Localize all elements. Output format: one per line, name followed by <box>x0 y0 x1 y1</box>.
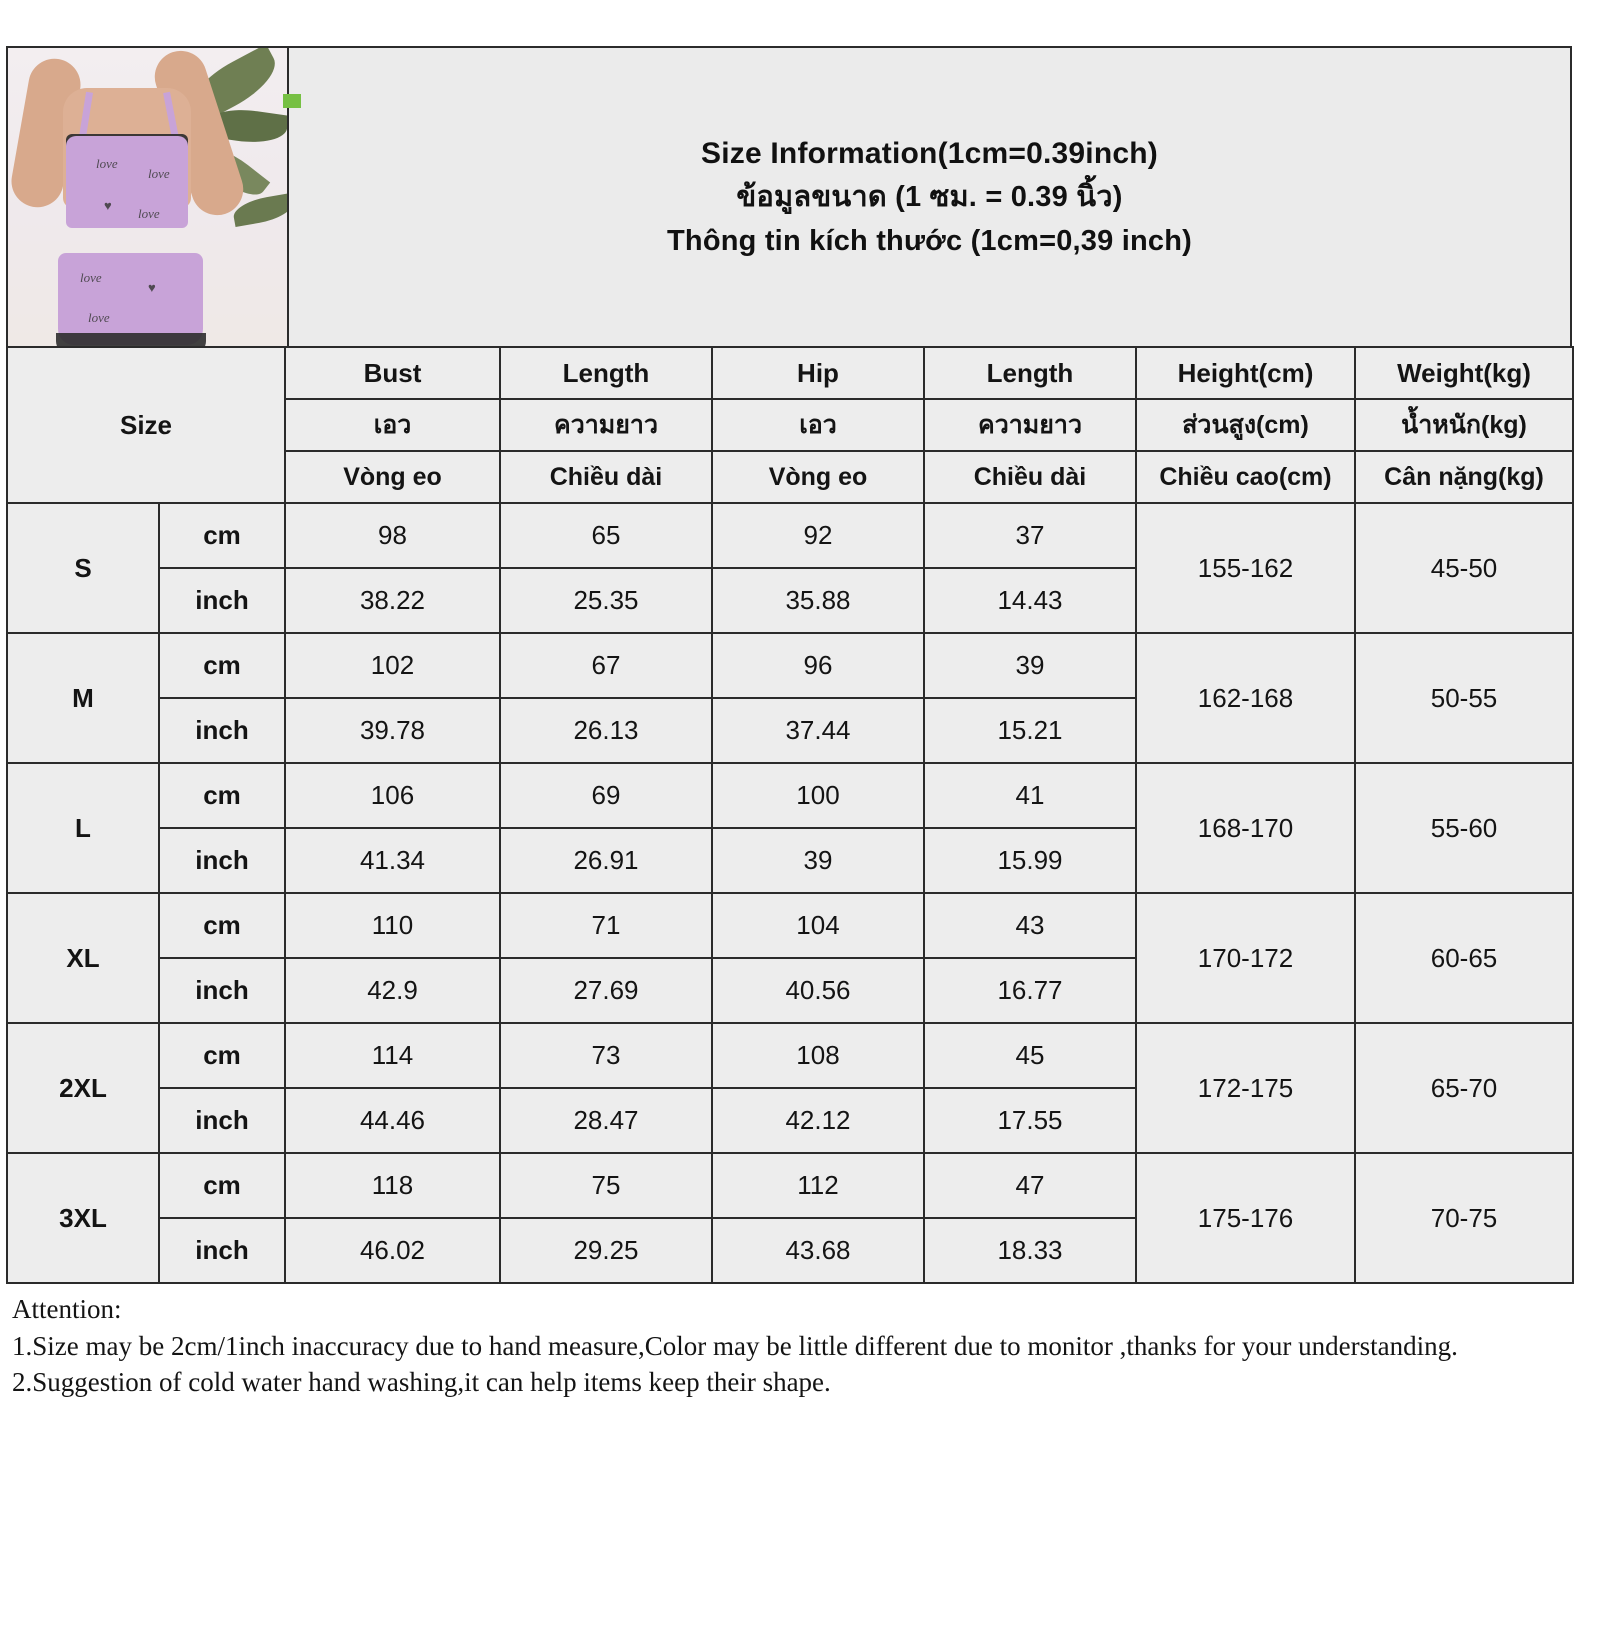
row-unit-cm: cm <box>159 893 285 958</box>
table-row <box>7 1153 1573 1218</box>
product-image-cell <box>8 48 289 346</box>
col-header-weight-en: Weight(kg) <box>1355 347 1573 399</box>
cell-hip-inch: 40.56 <box>712 958 924 1023</box>
cell-height: 175-176 <box>1136 1153 1355 1283</box>
cell-bust-inch: 39.78 <box>285 698 500 763</box>
col-header-weight-th: น้ำหนัก(kg) <box>1355 399 1573 451</box>
cell-length2-inch: 16.77 <box>924 958 1136 1023</box>
cell-length1-cm: 65 <box>500 503 712 568</box>
print-scribble: love <box>148 166 170 181</box>
table-row <box>7 633 1573 698</box>
cell-hip-cm: 96 <box>712 633 924 698</box>
cell-length1-cm: 71 <box>500 893 712 958</box>
size-corner-label: Size <box>7 347 285 503</box>
cell-weight: 60-65 <box>1355 893 1573 1023</box>
col-header-weight-vi: Cân nặng(kg) <box>1355 451 1573 503</box>
print-scribble: ♥ <box>104 198 112 213</box>
cell-weight: 65-70 <box>1355 1023 1573 1153</box>
row-unit-cm: cm <box>159 1023 285 1088</box>
cami-top <box>66 136 188 228</box>
cell-length2-inch: 15.21 <box>924 698 1136 763</box>
shorts-lace-trim <box>56 333 206 346</box>
col-header-hip-th: เอว <box>712 399 924 451</box>
col-header-hip-en: Hip <box>712 347 924 399</box>
cell-bust-inch: 46.02 <box>285 1218 500 1283</box>
row-unit-inch: inch <box>159 828 285 893</box>
col-header-length2-th: ความยาว <box>924 399 1136 451</box>
cell-hip-cm: 92 <box>712 503 924 568</box>
cell-length2-inch: 17.55 <box>924 1088 1136 1153</box>
attention-block <box>6 1284 1572 1400</box>
col-header-bust-en: Bust <box>285 347 500 399</box>
cell-hip-inch: 35.88 <box>712 568 924 633</box>
row-unit-inch: inch <box>159 1218 285 1283</box>
table-head <box>7 347 1573 503</box>
cell-height: 155-162 <box>1136 503 1355 633</box>
row-size-label: M <box>7 633 159 763</box>
cell-hip-cm: 112 <box>712 1153 924 1218</box>
table-row <box>7 1023 1573 1088</box>
print-scribble: love <box>96 156 118 171</box>
row-unit-cm: cm <box>159 633 285 698</box>
shorts <box>58 253 203 345</box>
row-unit-cm: cm <box>159 763 285 828</box>
cell-bust-cm: 110 <box>285 893 500 958</box>
cell-bust-inch: 41.34 <box>285 828 500 893</box>
table-row <box>7 763 1573 828</box>
cell-weight: 55-60 <box>1355 763 1573 893</box>
col-header-length2-vi: Chiều dài <box>924 451 1136 503</box>
print-scribble: love <box>80 270 102 285</box>
attention-line-2: 2.Suggestion of cold water hand washing,it can help items keep their shape. <box>12 1367 831 1398</box>
cell-length1-cm: 73 <box>500 1023 712 1088</box>
cell-bust-cm: 118 <box>285 1153 500 1218</box>
col-header-height-th: ส่วนสูง(cm) <box>1136 399 1355 451</box>
row-size-label: S <box>7 503 159 633</box>
cell-length2-inch: 18.33 <box>924 1218 1136 1283</box>
cell-hip-cm: 108 <box>712 1023 924 1088</box>
cell-height: 172-175 <box>1136 1023 1355 1153</box>
cell-hip-inch: 39 <box>712 828 924 893</box>
row-size-label: 2XL <box>7 1023 159 1153</box>
col-header-height-vi: Chiều cao(cm) <box>1136 451 1355 503</box>
table-row <box>7 503 1573 568</box>
row-size-label: XL <box>7 893 159 1023</box>
row-unit-inch: inch <box>159 698 285 763</box>
cell-length2-cm: 41 <box>924 763 1136 828</box>
size-table <box>6 346 1574 1284</box>
cell-bust-inch: 42.9 <box>285 958 500 1023</box>
cell-length1-inch: 28.47 <box>500 1088 712 1153</box>
row-unit-inch: inch <box>159 568 285 633</box>
title-english: Size Information(1cm=0.39inch) <box>701 137 1158 170</box>
cell-length2-cm: 45 <box>924 1023 1136 1088</box>
table-row <box>7 893 1573 958</box>
cell-height: 170-172 <box>1136 893 1355 1023</box>
print-scribble: love <box>88 310 110 325</box>
cell-hip-inch: 42.12 <box>712 1088 924 1153</box>
cell-bust-cm: 98 <box>285 503 500 568</box>
cell-length2-cm: 37 <box>924 503 1136 568</box>
cell-bust-cm: 114 <box>285 1023 500 1088</box>
cell-length1-inch: 26.91 <box>500 828 712 893</box>
cell-hip-inch: 43.68 <box>712 1218 924 1283</box>
cell-length2-cm: 43 <box>924 893 1136 958</box>
cell-height: 168-170 <box>1136 763 1355 893</box>
cell-length1-inch: 27.69 <box>500 958 712 1023</box>
col-header-length1-th: ความยาว <box>500 399 712 451</box>
col-header-bust-th: เอว <box>285 399 500 451</box>
row-size-label: L <box>7 763 159 893</box>
cell-length1-cm: 67 <box>500 633 712 698</box>
cell-length2-inch: 14.43 <box>924 568 1136 633</box>
attention-heading: Attention: <box>12 1294 122 1324</box>
header-block <box>6 46 1572 346</box>
cell-bust-cm: 106 <box>285 763 500 828</box>
title-vietnamese: Thông tin kích thước (1cm=0,39 inch) <box>667 224 1192 257</box>
table-body <box>7 503 1573 1283</box>
cell-bust-inch: 44.46 <box>285 1088 500 1153</box>
green-marker <box>283 94 301 108</box>
print-scribble: love <box>138 206 160 221</box>
cell-length1-inch: 25.35 <box>500 568 712 633</box>
col-header-bust-vi: Vòng eo <box>285 451 500 503</box>
row-unit-cm: cm <box>159 503 285 568</box>
cell-bust-cm: 102 <box>285 633 500 698</box>
header-row-en <box>7 347 1573 399</box>
col-header-length1-en: Length <box>500 347 712 399</box>
cell-length1-cm: 75 <box>500 1153 712 1218</box>
cell-hip-inch: 37.44 <box>712 698 924 763</box>
row-size-label: 3XL <box>7 1153 159 1283</box>
cell-length1-inch: 26.13 <box>500 698 712 763</box>
col-header-hip-vi: Vòng eo <box>712 451 924 503</box>
size-chart-page <box>0 46 1600 1646</box>
cell-hip-cm: 100 <box>712 763 924 828</box>
title-thai: ข้อมูลขนาด (1 ซม. = 0.39 นิ้ว) <box>736 181 1123 213</box>
col-header-height-en: Height(cm) <box>1136 347 1355 399</box>
cell-length2-cm: 47 <box>924 1153 1136 1218</box>
row-unit-cm: cm <box>159 1153 285 1218</box>
row-unit-inch: inch <box>159 1088 285 1153</box>
attention-line-1: 1.Size may be 2cm/1inch inaccuracy due to hand measure,Color may be little different due to monitor ,thanks for your understanding. <box>12 1330 1458 1361</box>
product-photo <box>8 48 287 346</box>
cell-bust-inch: 38.22 <box>285 568 500 633</box>
col-header-length2-en: Length <box>924 347 1136 399</box>
cell-length2-inch: 15.99 <box>924 828 1136 893</box>
cell-weight: 45-50 <box>1355 503 1573 633</box>
cell-hip-cm: 104 <box>712 893 924 958</box>
title-cell <box>289 48 1570 346</box>
print-scribble: ♥ <box>148 280 156 295</box>
col-header-length1-vi: Chiều dài <box>500 451 712 503</box>
cell-weight: 50-55 <box>1355 633 1573 763</box>
cell-length1-inch: 29.25 <box>500 1218 712 1283</box>
cell-length2-cm: 39 <box>924 633 1136 698</box>
cell-length1-cm: 69 <box>500 763 712 828</box>
cell-height: 162-168 <box>1136 633 1355 763</box>
cell-weight: 70-75 <box>1355 1153 1573 1283</box>
row-unit-inch: inch <box>159 958 285 1023</box>
